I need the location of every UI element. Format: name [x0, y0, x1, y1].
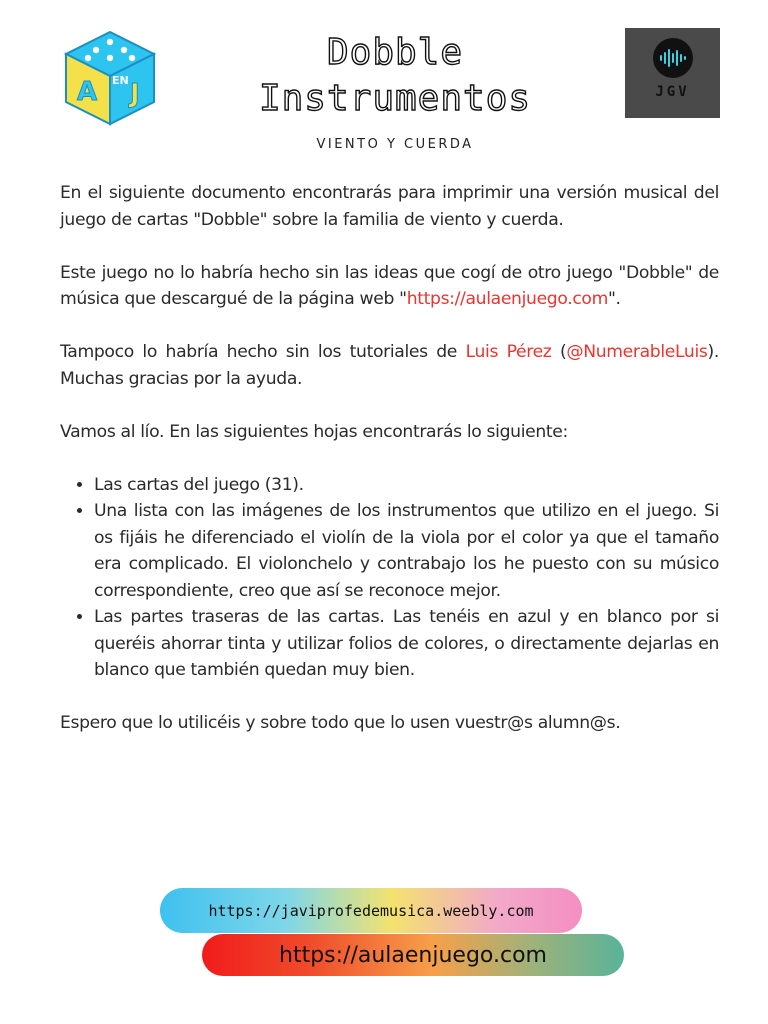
- contents-intro-paragraph: Vamos al lío. En las siguientes hojas encontrarás lo siguiente:: [60, 421, 568, 442]
- list-item: • Una lista con las imágenes de los instrumentos que utilizo en el juego. Si os fijáis he diferenciado el violín de la viola por el color ya que el tamaño era complicado. El violonchelo y contrabajo los he puesto con su músico correspondiente, creo que así se reconoce mejor.: [94, 498, 719, 604]
- document-title: [180, 30, 610, 122]
- credits-paragraph: [60, 260, 719, 313]
- title-line-2: Instrumentos: [258, 78, 532, 119]
- credits-text-end: ".: [607, 289, 621, 309]
- thanks-paragraph: [60, 339, 719, 392]
- numerableluis-link[interactable]: @NumerableLuis: [566, 342, 708, 362]
- svg-text:A: A: [77, 77, 98, 107]
- weebly-link-text: https://javiprofedemusica.weebly.com: [208, 901, 534, 920]
- document-subtitle: VIENTO Y CUERDA: [316, 137, 474, 152]
- thanks-text-end: ). Muchas gracias por la ayuda.: [60, 342, 719, 389]
- jgv-logo: [625, 28, 720, 118]
- thanks-text-mid: (: [551, 342, 567, 362]
- list-item: • Las cartas del juego (31).: [94, 472, 719, 499]
- jgv-logo-text: JGV: [655, 84, 690, 100]
- closing-paragraph: Espero que lo utilicéis y sobre todo que lo usen vuestr@s alumn@s.: [60, 713, 621, 733]
- svg-text:J: J: [130, 79, 140, 109]
- list-item: • Las partes traseras de las cartas. Las tenéis en azul y en blanco por si queréis ahorrar tinta y utilizar folios de colores, o directamente dejarlas en blanco que también quedan muy bien.: [94, 604, 719, 684]
- aulaenjuego-link[interactable]: https://aulaenjuego.com: [406, 289, 608, 309]
- soundwave-icon: [653, 38, 693, 78]
- aula-en-juego-logo: [60, 28, 160, 128]
- luis-perez-link[interactable]: Luis Pérez: [465, 342, 552, 362]
- svg-text:EN: EN: [112, 74, 129, 87]
- aulaenjuego-link-button[interactable]: [202, 934, 624, 976]
- aulaenjuego-link-text: https://aulaenjuego.com: [279, 942, 547, 968]
- weebly-link-button[interactable]: [160, 888, 582, 933]
- intro-paragraph: En el siguiente documento encontrarás para imprimir una versión musical del juego de cartas "Dobble" sobre la familia de viento y cuerda.: [60, 183, 719, 230]
- thanks-text: Tampoco lo habría hecho sin los tutoriales de: [60, 342, 466, 362]
- credits-text: Este juego no lo habría hecho sin las ideas que cogí de otro juego "Dobble" de música que descargué de la página web ": [60, 262, 719, 309]
- contents-list: [60, 472, 719, 684]
- title-line-1: Dobble: [326, 32, 464, 73]
- document-body: [60, 180, 719, 763]
